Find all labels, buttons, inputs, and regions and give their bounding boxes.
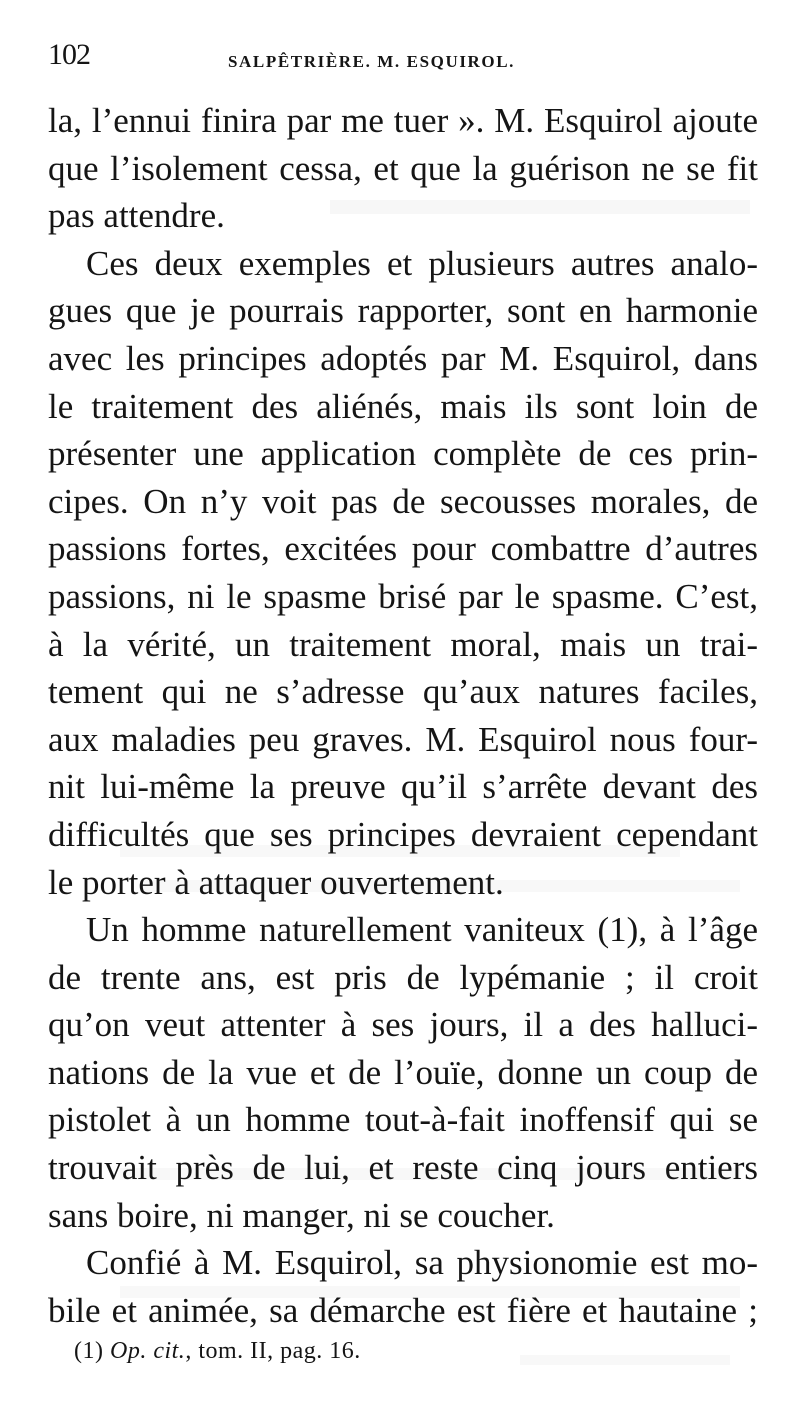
footnote-marker: (1) [74,1338,104,1364]
text-line: trouvait près de lui, et reste cinq jours entiers [48,1148,758,1188]
text-line: difficultés que ses principes devraient cependant [48,814,758,854]
text-line: cipes. On n’y voit pas de secousses morales, de [48,481,758,521]
text-line: tement qui ne s’adresse qu’aux natures faciles, [48,672,758,712]
text-line: que l’isolement cessa, et que la guérison ne se fit [48,148,758,188]
text-line: Ces deux exemples et plusieurs autres analo- [86,243,758,283]
text-line: présenter une application complète de ces prin- [48,434,758,474]
text-line: à la vérité, un traitement moral, mais un trai- [48,624,758,664]
running-header [48,38,756,78]
text-line: bile et animée, sa démarche est fière et hautaine ; [48,1290,758,1330]
text-line: pas attendre. [48,196,225,236]
page-number: 102 [48,38,90,71]
text-line: passions fortes, excitées pour combattre d’autres [48,529,758,569]
text-line: la, l’ennui finira par me tuer ». M. Esquirol ajoute [48,101,758,140]
text-line: Confié à M. Esquirol, sa physionomie est mo- [86,1243,758,1283]
text-line: nit lui-même la preuve qu’il s’arrête devant des [48,767,758,807]
text-line: Un homme naturellement vaniteux (1), à l’âge [86,910,758,950]
text-line: de trente ans, est pris de lypémanie ; il croit [48,957,758,997]
running-head-title: SALPÊTRIÈRE. M. ESQUIROL. [228,52,516,71]
text-line: sans boire, ni manger, ni se coucher. [48,1195,555,1235]
footnote-reference: , tom. II, pag. 16. [185,1338,361,1364]
text-line: avec les principes adoptés par M. Esquirol, dans [48,338,758,378]
footnote [74,1338,361,1365]
text-line: passions, ni le spasme brisé par le spasme. C’est, [48,576,758,616]
text-line: pistolet à un homme tout-à-fait inoffensif qui se [48,1100,758,1140]
footnote-source: Op. cit. [109,1338,186,1364]
body-text [48,97,758,1334]
text-line: aux maladies peu graves. M. Esquirol nous four- [48,719,758,759]
text-line: le traitement des aliénés, mais ils sont loin de [48,386,758,426]
text-line: nations de la vue et de l’ouïe, donne un coup de [48,1052,758,1092]
text-line: qu’on veut attenter à ses jours, il a des halluci- [48,1005,758,1045]
text-line: gues que je pourrais rapporter, sont en harmonie [48,291,758,331]
text-line: le porter à attaquer ouvertement. [48,862,504,902]
